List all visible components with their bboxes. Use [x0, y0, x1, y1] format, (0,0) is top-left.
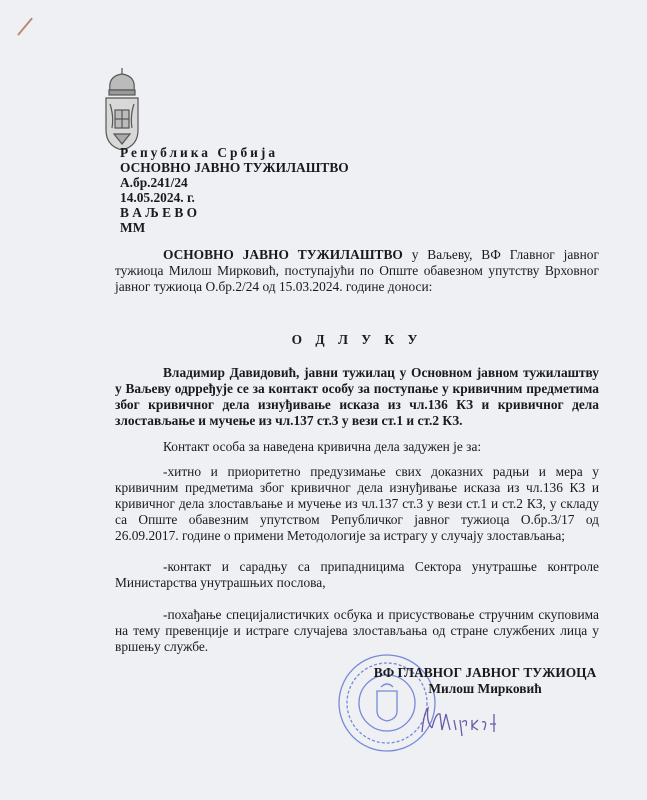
document-header: [120, 145, 599, 235]
intro-paragraph: [115, 247, 599, 295]
case-number: А.бр.241/24: [120, 175, 188, 190]
document-date: 14.05.2024. г.: [120, 190, 195, 205]
signature-block: [370, 665, 600, 697]
author-initials: ММ: [120, 220, 146, 235]
country-name: Република Србија: [120, 145, 279, 160]
duty-item-2: -контакт и сарадњу са припадницима Сектора унутрашње контроле Министарства унутрашњих послова,: [115, 559, 599, 590]
contact-intro-text: Контакт особа за наведена кривична дела задужен је за:: [163, 439, 482, 454]
intro-text: у Ваљеву, ВФ Главног јавног тужиоца Милош Мирковић, поступајући по Опште обавезном упутству Врховног јавног тужиоца О.бр.2/24 од 15.03.2024. године доноси:: [115, 247, 599, 294]
institution-name: ОСНОВНО ЈАВНО ТУЖИЛАШТВО: [120, 160, 349, 175]
duty-item-3: -похађање специјалистичких осбука и присуствовање стручним скуповима на тему превенције и истраге случајева злостављања од стране службених лица у вршењу службе.: [115, 607, 599, 654]
decision-title: О Д Л У К У: [291, 332, 423, 347]
document-body: [115, 145, 599, 697]
duty-item-1: -хитно и приоритетно предузимање свих доказних радњи и мера у кривичним предметима због кривичног дела изнуђивање исказа из чл.136 КЗ и кривичног дела злостављање и мучење из чл.137 ст.3 у вези ст.1 и ст.2 КЗ, у складу са Опште обавезним упутством Републичког јавног тужиоца О.бр.3/17 од 26.09.2017. године о примени Методологије за истрагу у случају злостављања;: [115, 464, 599, 543]
staple-mark: [17, 18, 33, 36]
intro-institution: ОСНОВНО ЈАВНО ТУЖИЛАШТВО: [163, 247, 403, 262]
city-name: В А Љ Е В О: [120, 205, 198, 220]
signatory-name: Милош Мирковић: [428, 681, 542, 696]
signatory-title: ВФ ГЛАВНОГ ЈАВНОГ ТУЖИОЦА: [373, 665, 597, 680]
coat-of-arms-icon: [102, 68, 142, 150]
decision-text: Владимир Давидовић, јавни тужилац у Основном јавном тужилаштву у Ваљеву одрређује се за контакт особу за поступање у кривичним предметима због кривичног дела изнуђивање исказа из чл.136 КЗ и кривичног дела злостављање и мучење из чл.137 ст.3 у вези ст.1 и ст.2 КЗ.: [115, 365, 599, 428]
handwritten-signature: [418, 702, 508, 736]
